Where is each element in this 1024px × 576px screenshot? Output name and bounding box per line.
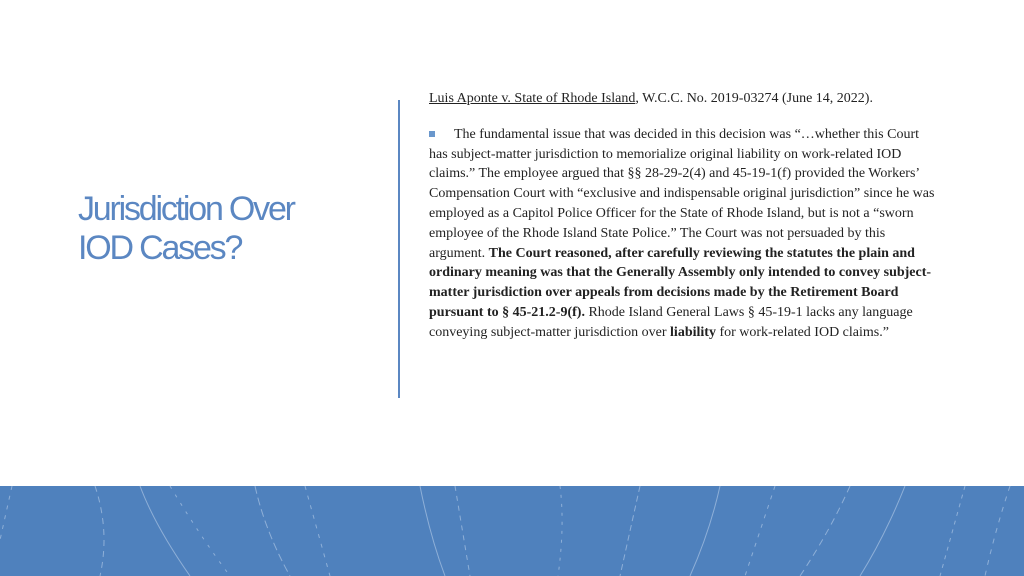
square-bullet-icon — [429, 131, 435, 137]
bullet-paragraph — [429, 125, 939, 343]
bullet-text-3: for work-related IOD claims.” — [715, 324, 889, 340]
bullet-text-1: The fundamental issue that was decided in this decision was “…whether this Court has subject-matter jurisdiction to memorialize original liability on work-related IOD claims.” The employee argued that §§ 28-29-2(4) and 45-19-1(f) provided the Workers’ Compensation Court with “exclusive and indispensable original jurisdiction” since he was employed as a Capitol Police Officer for the State of Rhode Island, but is not a “sworn employee of the Rhode Island State Police.” The Court was not persuaded by this argument. — [429, 126, 935, 261]
content-body — [429, 89, 939, 343]
bullet-text-2: Rhode Island General Laws § 45-19-1 lacks any language conveying subject-matter jurisdiction over — [429, 304, 913, 340]
case-citation — [429, 89, 939, 109]
slide-title-line-2: IOD Cases? — [78, 229, 242, 267]
footer-decorative-lines — [0, 486, 1024, 576]
vertical-divider — [398, 100, 400, 398]
case-name: Luis Aponte v. State of Rhode Island — [429, 91, 636, 106]
bullet-bold-1: The Court reasoned, after carefully reviewing the statutes the plain and ordinary meaning was that the Generally Assembly only intended to convey subject-matter jurisdiction over appeals from decisions made by the Retirement Board pursuant to § 45-21.2-9(f). — [429, 245, 932, 320]
slide-title-line-1: Jurisdiction Over — [78, 190, 294, 228]
case-citation-details: , W.C.C. No. 2019-03274 (June 14, 2022). — [635, 91, 873, 106]
bullet-bold-2: liability — [670, 324, 716, 340]
slide-title — [78, 190, 378, 268]
footer-band — [0, 486, 1024, 576]
